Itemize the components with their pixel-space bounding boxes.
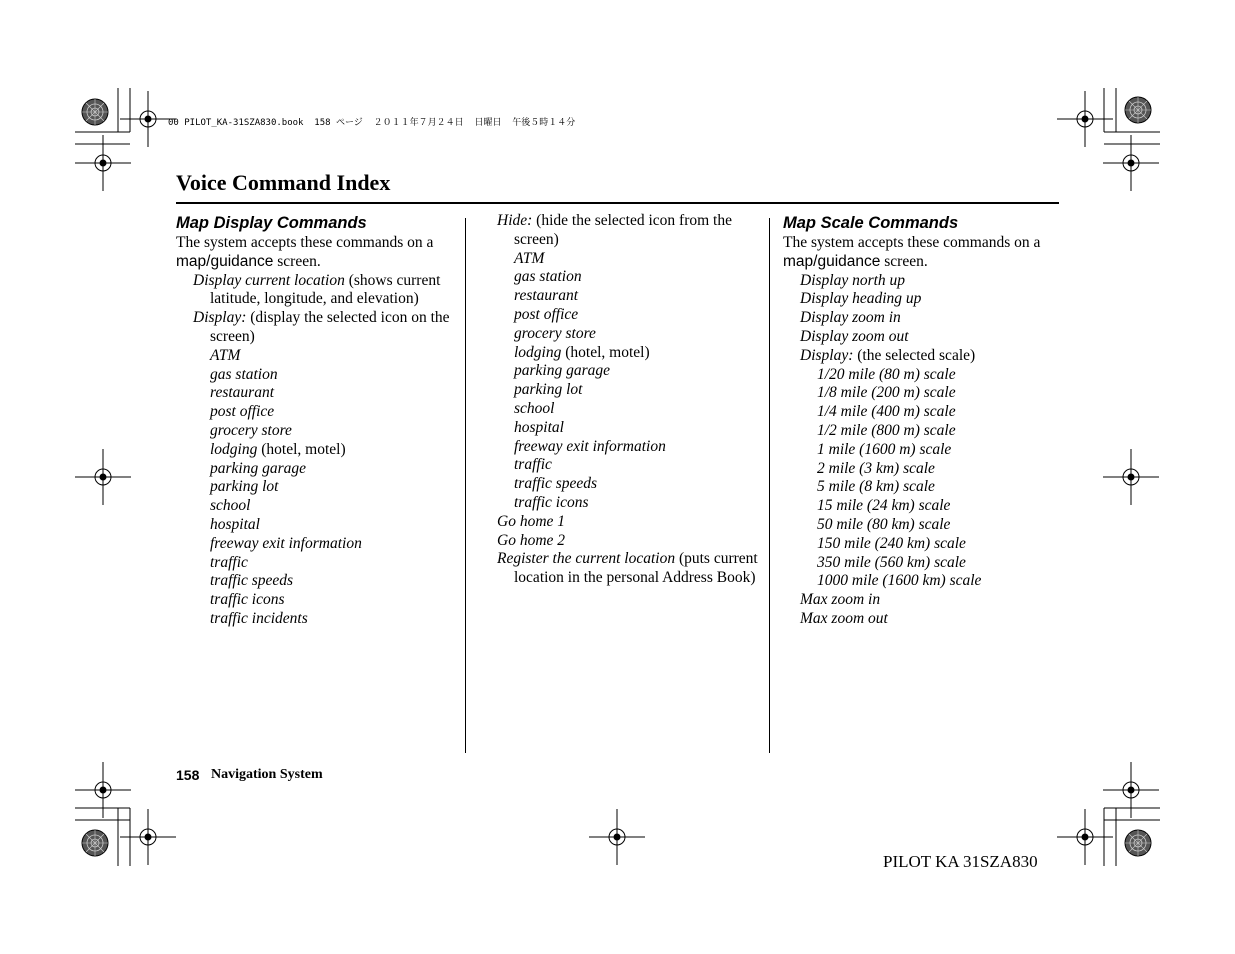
list-item: ATM (514, 249, 545, 267)
command-text: Display: (193, 309, 247, 327)
list-item: grocery store (514, 324, 596, 342)
list-item: 1/8 mile (200 m) scale (817, 384, 956, 402)
command-item: Max zoom in (800, 591, 881, 609)
list-item: parking lot (210, 478, 279, 496)
list-item: traffic icons (210, 591, 285, 609)
command-item: Display heading up (800, 290, 922, 308)
list-item: 2 mile (3 km) scale (817, 459, 935, 477)
list-item: gas station (514, 268, 582, 286)
command-note: (the selected scale) (853, 346, 976, 364)
footer-section: Navigation System (211, 767, 323, 782)
list-item: grocery store (210, 421, 292, 439)
command-note: (display the selected icon on the screen) (210, 309, 450, 345)
command-item (193, 272, 451, 310)
intro-text-a: The system accepts these commands on a (783, 234, 1041, 251)
list-item: parking garage (210, 459, 307, 477)
intro-text (176, 234, 451, 272)
screen-name: map/guidance (783, 252, 881, 270)
list-item: parking lot (514, 381, 583, 399)
list-item: lodging (hotel, motel) (210, 440, 346, 458)
command-item: Display zoom out (800, 327, 909, 345)
list-item: freeway exit information (514, 437, 666, 455)
section-heading: Map Scale Commands (783, 214, 959, 232)
list-item: post office (210, 403, 275, 421)
list-item: traffic speeds (210, 572, 294, 590)
list-item: traffic (514, 456, 552, 474)
list-item: school (210, 497, 251, 515)
list-item: parking garage (514, 362, 611, 380)
command-item: Display zoom in (800, 309, 901, 327)
list-item: restaurant (210, 384, 275, 402)
list-item: school (514, 399, 555, 417)
page-number: 158 (176, 767, 200, 783)
list-item: 50 mile (80 km) scale (817, 515, 951, 533)
map-scale-column (783, 212, 1061, 629)
list-item: restaurant (514, 287, 579, 305)
command-text: Display: (800, 346, 854, 364)
column-divider-2 (769, 218, 770, 753)
list-item: post office (514, 305, 579, 323)
intro-text (783, 234, 1061, 272)
list-item: traffic icons (514, 493, 589, 511)
command-note: (hide the selected icon from the screen) (514, 212, 732, 248)
list-item: 1000 mile (1600 km) scale (817, 572, 982, 590)
list-item: 5 mile (8 km) scale (817, 478, 935, 496)
command-item (497, 550, 762, 588)
list-item: traffic (210, 553, 248, 571)
list-item: traffic speeds (514, 475, 598, 493)
command-text: Display current location (193, 271, 345, 289)
command-item (800, 347, 1061, 366)
scale-list (817, 366, 1061, 592)
command-note: (puts current location in the personal Address Book) (514, 550, 758, 587)
sub-list (514, 250, 762, 513)
product-code: PILOT KA 31SZA830 (883, 852, 1038, 871)
list-item: 350 mile (560 km) scale (817, 553, 966, 571)
list-item: traffic incidents (210, 609, 308, 627)
list-item: 15 mile (24 km) scale (817, 497, 951, 515)
command-item (193, 309, 451, 347)
command-text: Hide: (497, 212, 533, 229)
list-item: gas station (210, 365, 278, 383)
title-rule (176, 202, 1059, 204)
list-item: 150 mile (240 km) scale (817, 534, 966, 552)
list-item: hospital (514, 418, 564, 436)
command-item: Go home 2 (497, 531, 566, 549)
hide-commands-column (497, 212, 762, 588)
print-header: 00 PILOT_KA-31SZA830.book 158 ページ ２０１１年７月２４日 日曜日 午後５時１４分 (168, 118, 576, 128)
command-item: Display north up (800, 271, 906, 289)
list-item: 1/20 mile (80 m) scale (817, 365, 956, 383)
screen-name: map/guidance (176, 252, 274, 270)
column-divider-1 (465, 218, 466, 753)
command-note: (shows current latitude, longitude, and elevation) (210, 271, 441, 308)
list-item: 1 mile (1600 m) scale (817, 440, 952, 458)
intro-text-c: screen. (880, 252, 928, 270)
command-item: Go home 1 (497, 512, 566, 530)
list-item: 1/2 mile (800 m) scale (817, 421, 956, 439)
list-item: 1/4 mile (400 m) scale (817, 403, 956, 421)
intro-text-c: screen. (273, 252, 321, 270)
command-item: Max zoom out (800, 609, 888, 627)
command-text: Register the current location (497, 550, 676, 568)
list-item: hospital (210, 515, 260, 533)
list-item: lodging (hotel, motel) (514, 343, 650, 361)
list-item: freeway exit information (210, 534, 362, 552)
list-item: ATM (210, 346, 241, 364)
map-display-column (176, 212, 451, 629)
command-item (497, 212, 762, 250)
section-heading: Map Display Commands (176, 214, 367, 232)
intro-text-a: The system accepts these commands on a (176, 234, 434, 251)
page-title: Voice Command Index (176, 170, 391, 195)
sub-list (210, 347, 451, 629)
